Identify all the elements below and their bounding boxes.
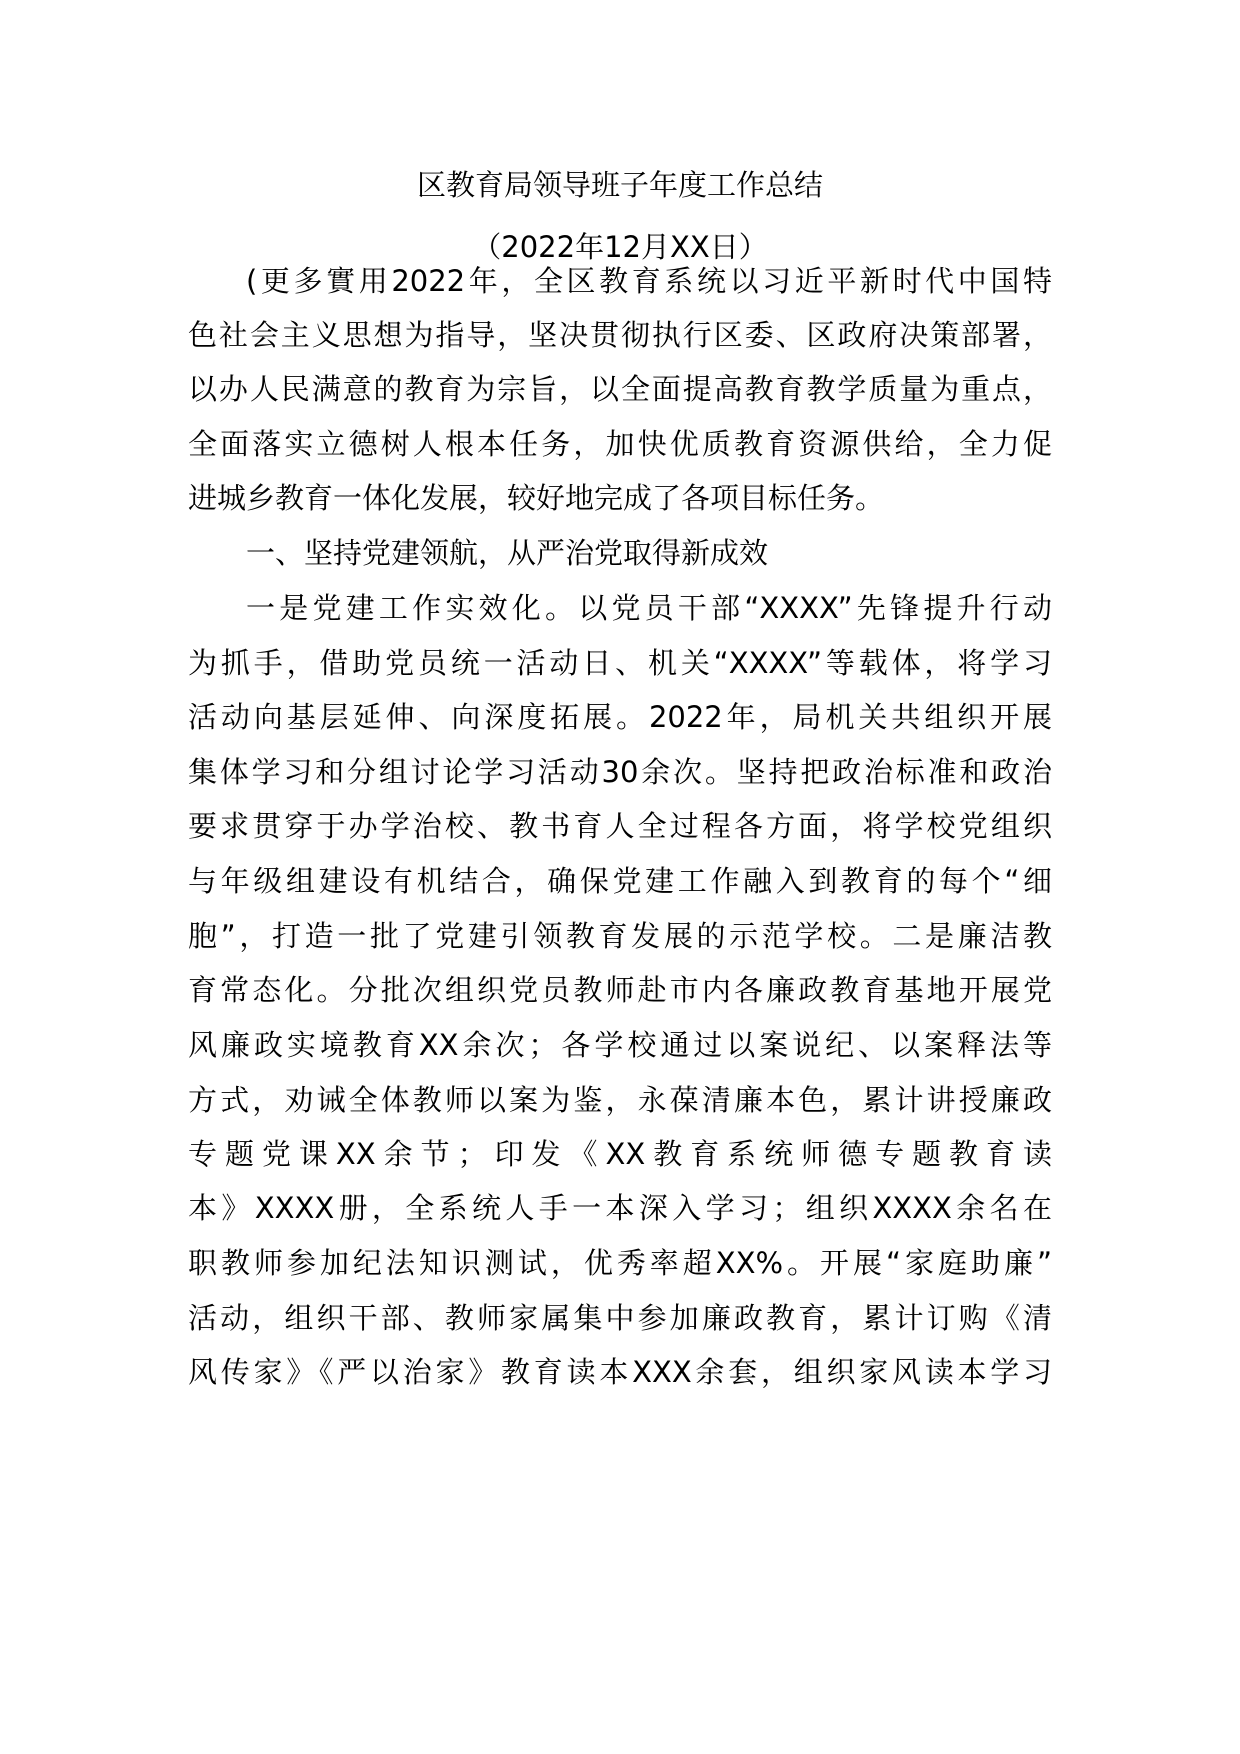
paragraph-line: 以办人民满意的教育为宗旨，以全面提高教育教学质量为重点， bbox=[188, 372, 1052, 406]
paragraph-line: 为抓手，借助党员统一活动日、机关“XXXX”等载体，将学习 bbox=[188, 646, 1052, 680]
document-date: （2022年12月XX日） bbox=[472, 230, 768, 264]
paragraph-line: 与年级组建设有机结合，确保党建工作融入到教育的每个“细 bbox=[188, 864, 1052, 898]
paragraph-line: 集体学习和分组讨论学习活动30余次。坚持把政治标准和政治 bbox=[188, 755, 1052, 789]
paragraph-line: 风传家》《严以治家》教育读本XXX余套，组织家风读本学习 bbox=[188, 1355, 1052, 1389]
document-title: 区教育局领导班子年度工作总结 bbox=[416, 168, 823, 202]
paragraph-line: 全面落实立德树人根本任务，加快优质教育资源供给，全力促 bbox=[188, 427, 1052, 461]
paragraph-line: 活动，组织干部、教师家属集中参加廉政教育，累计订购《清 bbox=[188, 1301, 1052, 1335]
paragraph-line: 一是党建工作实效化。以党员干部“XXXX”先锋提升行动 bbox=[246, 591, 1052, 625]
paragraph-line: 本》XXXX册，全系统人手一本深入学习；组织XXXX余名在 bbox=[188, 1191, 1052, 1225]
paragraph-line: 风廉政实境教育XX余次；各学校通过以案说纪、以案释法等 bbox=[188, 1028, 1052, 1062]
paragraph-line: 职教师参加纪法知识测试，优秀率超XX%。开展“家庭助廉” bbox=[188, 1246, 1052, 1280]
paragraph-line: (更多實用2022年，全区教育系统以习近平新时代中国特 bbox=[246, 264, 1052, 298]
section-heading: 一、坚持党建领航，从严治党取得新成效 bbox=[246, 536, 769, 570]
paragraph-line: 方式，劝诫全体教师以案为鉴，永葆清廉本色，累计讲授廉政 bbox=[188, 1083, 1052, 1117]
paragraph-line: 活动向基层延伸、向深度拓展。2022年，局机关共组织开展 bbox=[188, 700, 1052, 734]
paragraph-line: 育常态化。分批次组织党员教师赴市内各廉政教育基地开展党 bbox=[188, 973, 1052, 1007]
paragraph-line: 要求贯穿于办学治校、教书育人全过程各方面，将学校党组织 bbox=[188, 809, 1052, 843]
paragraph-line: 胞”，打造一批了党建引领教育发展的示范学校。二是廉洁教 bbox=[188, 919, 1052, 953]
paragraph-line: 色社会主义思想为指导，坚决贯彻执行区委、区政府决策部署， bbox=[188, 318, 1052, 352]
paragraph-line: 专题党课XX余节；印发《XX教育系统师德专题教育读 bbox=[188, 1137, 1052, 1171]
paragraph-line: 进城乡教育一体化发展，较好地完成了各项目标任务。 bbox=[188, 481, 885, 515]
